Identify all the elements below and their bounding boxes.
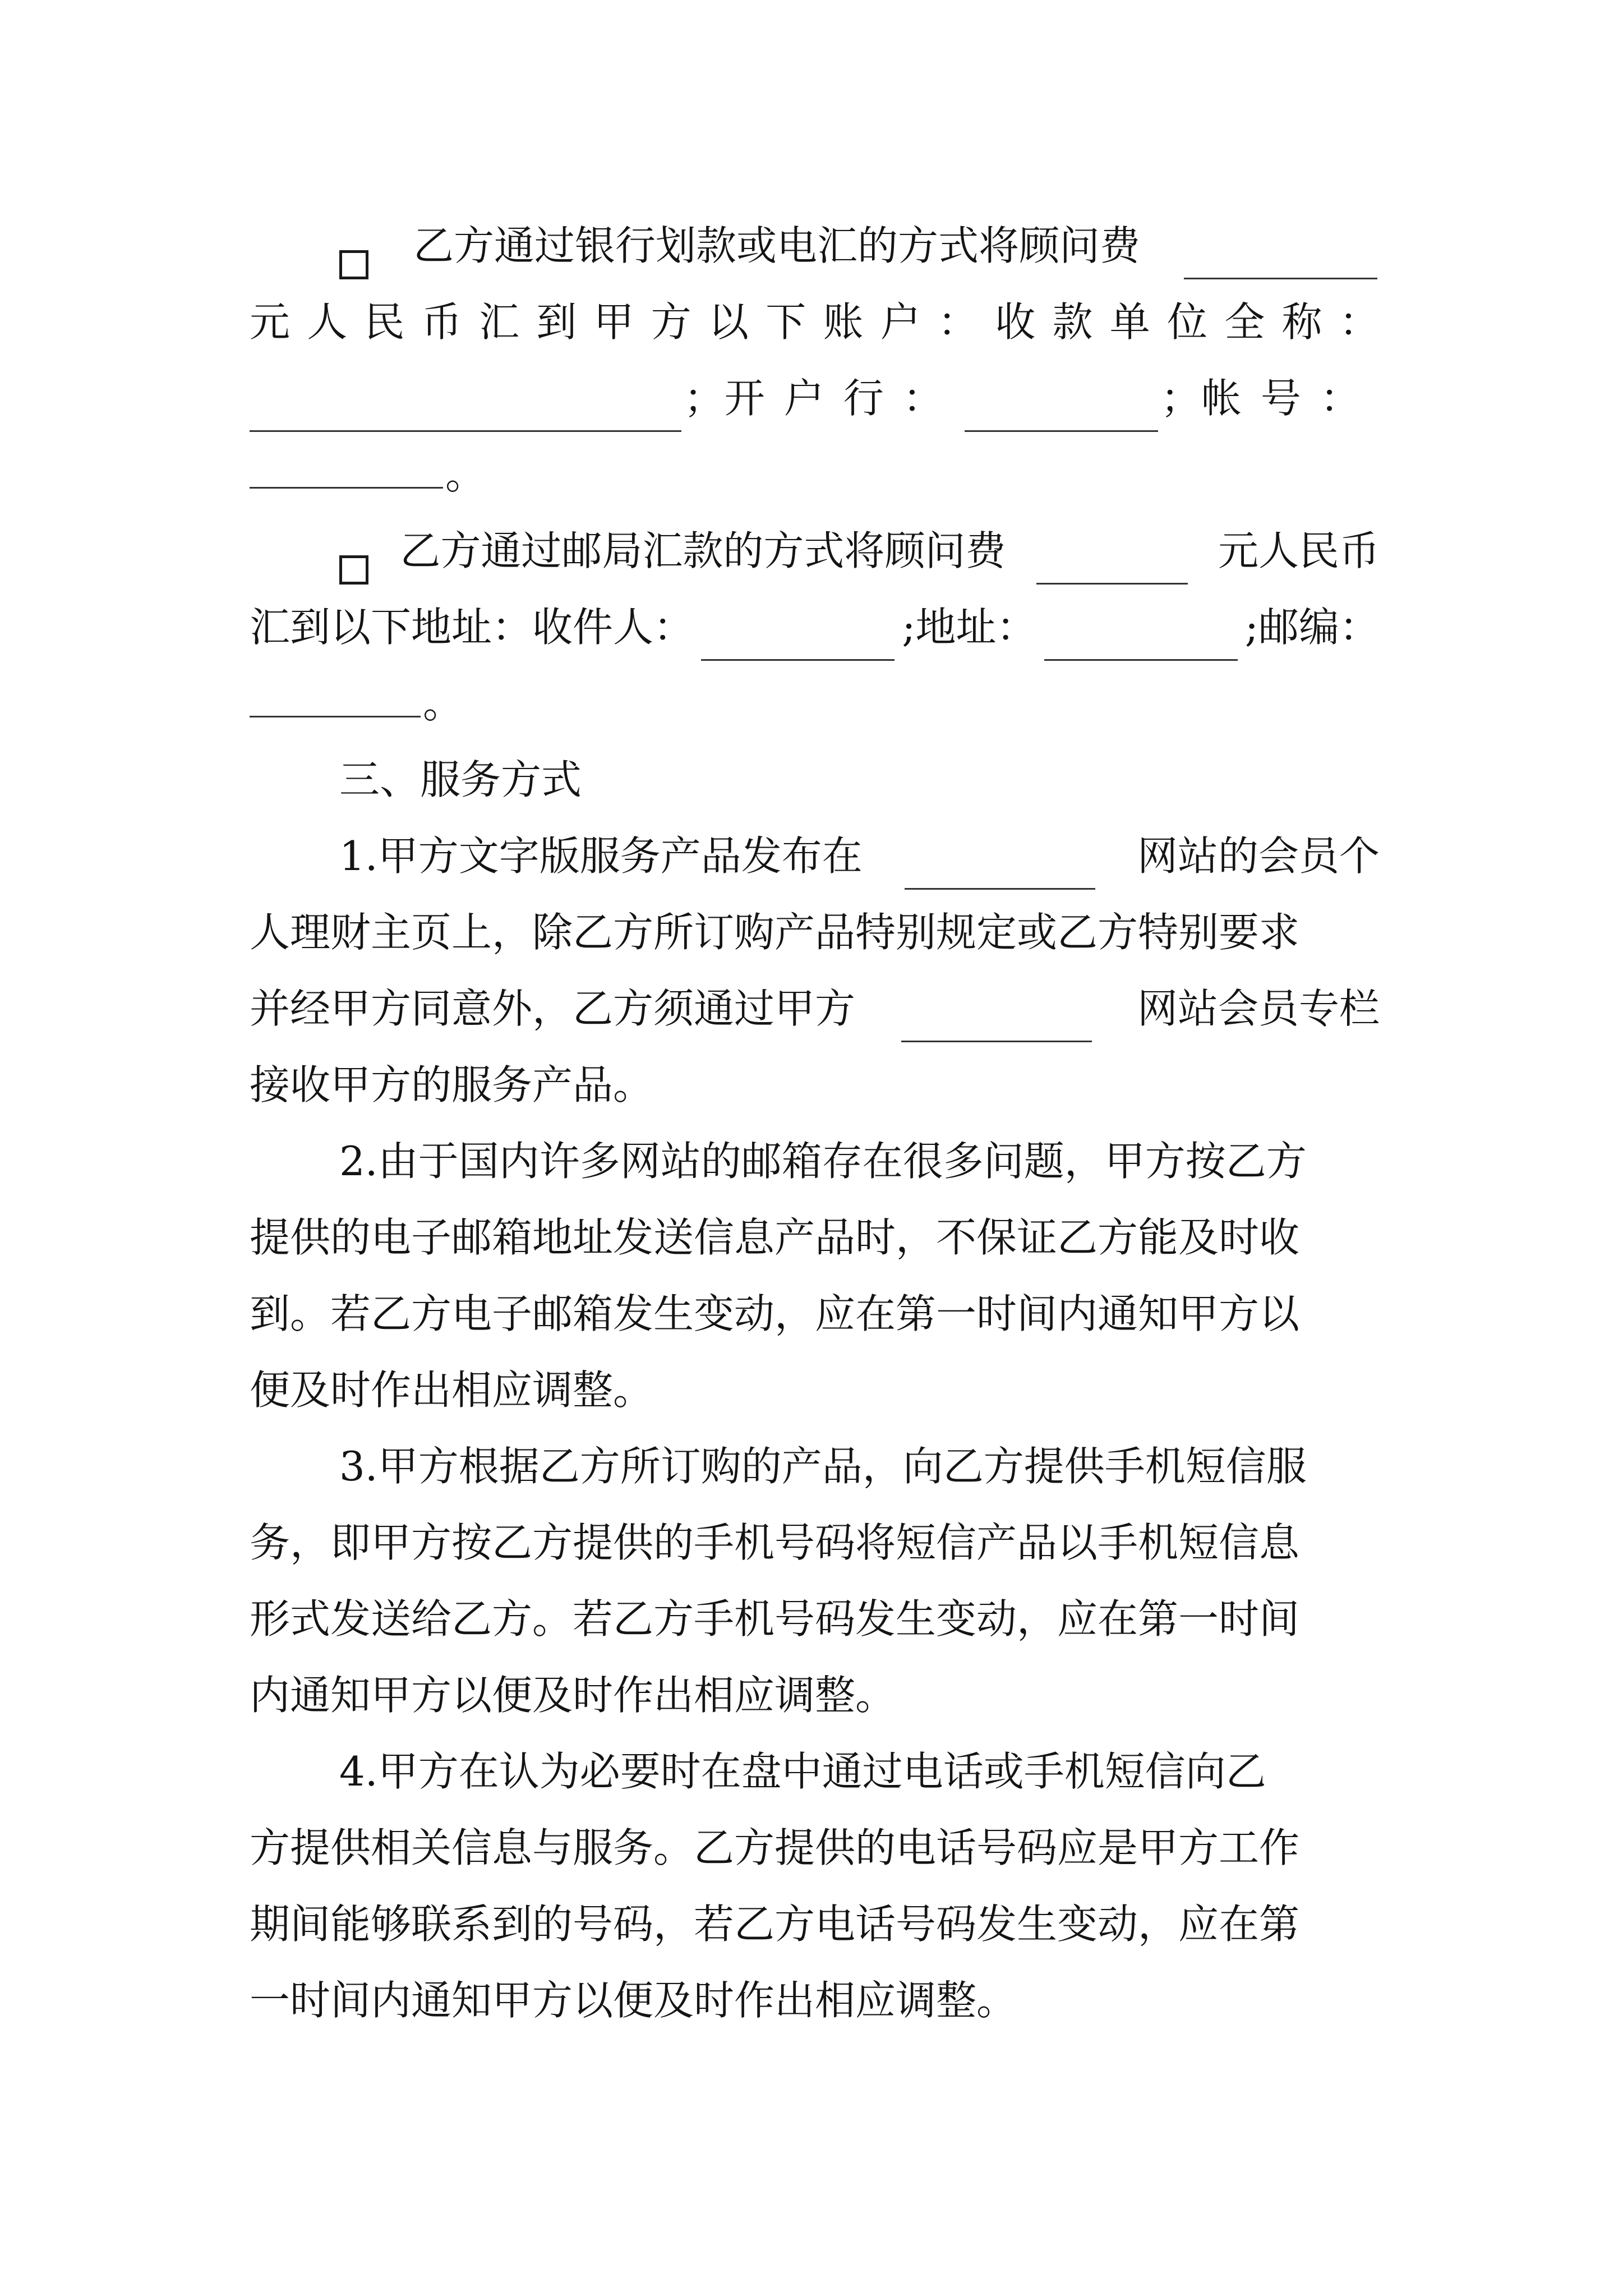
fee-amount-blank[interactable]: [1184, 238, 1377, 279]
section-heading: 三、服务方式: [339, 756, 582, 803]
separator: ；: [684, 375, 725, 422]
post-option-line-3: [250, 670, 1380, 737]
p1-line-2: 人理财主页上，除乙方所订购产品特别规定或乙方特别要求: [250, 909, 1300, 956]
bank-name-blank[interactable]: [965, 391, 1158, 432]
p2-line-1: 2.由于国内许多网站的邮箱存在很多问题，甲方按乙方: [339, 1138, 1307, 1185]
p4-line-1: 4.甲方在认为必要时在盘中通过电话或手机短信向乙: [339, 1748, 1266, 1795]
p2-line-4: 便及时作出相应调整。: [250, 1366, 654, 1414]
postcode-label: ;邮编：: [1244, 604, 1380, 651]
p4-line-4: 一时间内通知甲方以便及时作出相应调整。: [250, 1977, 1017, 2024]
bank-option-line-4: [250, 441, 1380, 508]
separator: ；: [1160, 375, 1201, 422]
bank-line-2-char: 元: [250, 298, 291, 346]
p4-line-2: 方提供相关信息与服务。乙方提供的电话号码应是甲方工作: [250, 1824, 1300, 1871]
p1-text: 1.甲方文字版服务产品发布在: [339, 832, 863, 880]
bank-option-line-3: [250, 365, 1380, 432]
p1-line-1: [339, 822, 1380, 890]
bank-line-2-char: 到: [536, 298, 577, 346]
p1-text: 网站的会员个: [1137, 832, 1380, 880]
p1-text: 网站会员专栏: [1137, 985, 1380, 1032]
bank-line-2-char: 户: [880, 298, 921, 346]
bank-line-2-char: 下: [766, 298, 806, 346]
bank-line-2-char: 款: [1052, 298, 1093, 346]
period: 。: [445, 451, 486, 498]
p2-line-2: 提供的电子邮箱地址发送信息产品时，不保证乙方能及时收: [250, 1214, 1300, 1261]
address-blank[interactable]: [1044, 620, 1238, 661]
bank-line-2-char: 位: [1167, 298, 1208, 346]
bank-line-2-char: 称: [1281, 298, 1322, 346]
p1-line-3: [250, 975, 1380, 1042]
p3-line-2: 务，即甲方按乙方提供的手机号码将短信产品以手机短信息: [250, 1519, 1300, 1566]
bank-line-2-char: 币: [421, 298, 462, 346]
bank-line-2-char: 方: [651, 298, 691, 346]
period: 。: [423, 680, 464, 727]
bank-line-2-char: 甲: [593, 298, 634, 346]
payee-name-blank[interactable]: [250, 391, 681, 432]
p1-text: 并经甲方同意外，乙方须通过甲方: [250, 985, 856, 1032]
p3-line-4: 内通知甲方以便及时作出相应调整。: [250, 1672, 896, 1719]
bank-line-2-char: 以: [708, 298, 749, 346]
recipient-blank[interactable]: [701, 620, 895, 661]
bank-line-2-char: 单: [1109, 298, 1150, 346]
address-label: ;地址：: [902, 604, 1037, 651]
bank-line-2-char: 汇: [479, 298, 520, 346]
website-name-blank-2[interactable]: [901, 1001, 1092, 1042]
p1-line-4: 接收甲方的服务产品。: [250, 1061, 654, 1108]
bank-line-2-char: 账: [823, 298, 864, 346]
bank-option-line-1: [339, 212, 1380, 279]
post-option-line-2: [250, 593, 1380, 661]
bank-line-2-char: 人: [307, 298, 348, 346]
p2-line-3: 到。若乙方电子邮箱发生变动，应在第一时间内通知甲方以: [250, 1290, 1300, 1337]
p3-line-3: 形式发送给乙方。若乙方手机号码发生变动，应在第一时间: [250, 1595, 1300, 1642]
post-fee-amount-blank[interactable]: [1036, 544, 1188, 585]
postcode-blank[interactable]: [250, 677, 421, 717]
post-option-checkbox[interactable]: [339, 555, 368, 585]
p4-line-3: 期间能够联系到的号码，若乙方电话号码发生变动，应在第: [250, 1901, 1300, 1948]
account-label: 帐号：: [1201, 375, 1380, 422]
bank-line-2-char: 民: [364, 298, 405, 346]
bank-option-text: 乙方通过银行划款或电汇的方式将顾问费: [413, 222, 1140, 269]
post-option-text: 乙方通过邮局汇款的方式将顾问费: [400, 527, 1006, 574]
bank-line-2-char: ：: [1339, 298, 1380, 346]
bank-line-2-char: ：: [938, 298, 979, 346]
bank-line-2-char: 全: [1224, 298, 1265, 346]
bank-option-line-2: [250, 288, 1380, 356]
recipient-label: 汇到以下地址：收件人：: [250, 604, 694, 651]
post-option-line-1: [339, 517, 1380, 585]
bank-option-checkbox[interactable]: [339, 250, 368, 279]
p3-line-1: 3.甲方根据乙方所订购的产品，向乙方提供手机短信服: [339, 1443, 1307, 1490]
bank-name-label: 开户行：: [724, 375, 962, 422]
bank-line-2-char: 收: [995, 298, 1036, 346]
post-currency-text: 元人民币: [1218, 527, 1380, 574]
account-number-blank[interactable]: [250, 448, 443, 489]
website-name-blank[interactable]: [905, 849, 1095, 890]
